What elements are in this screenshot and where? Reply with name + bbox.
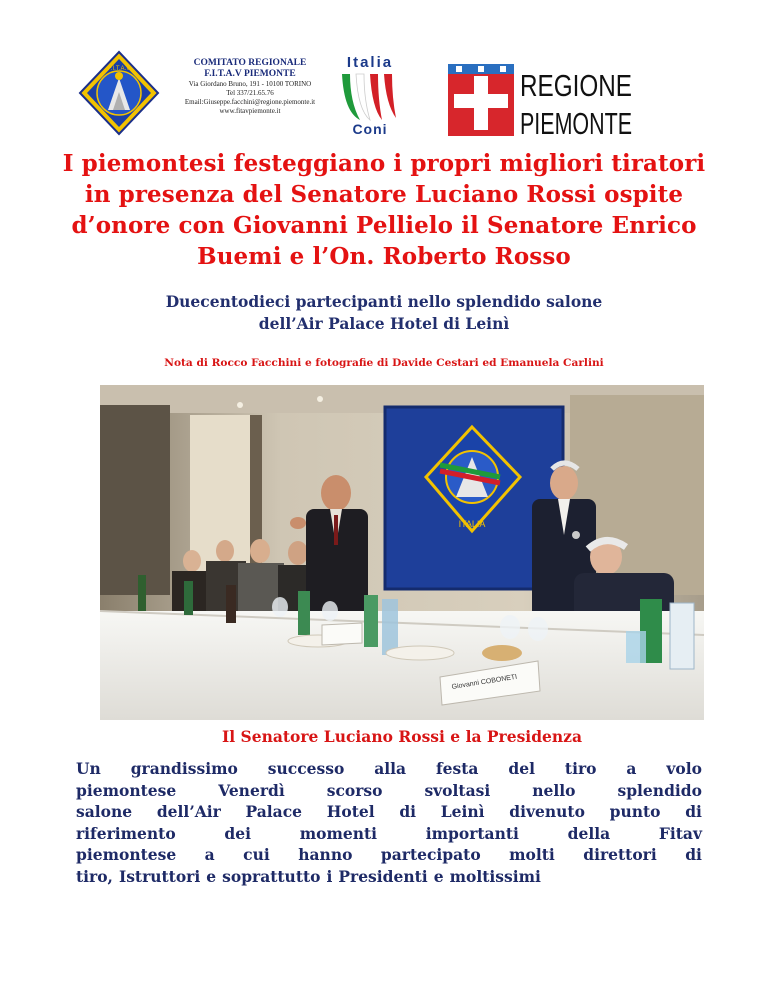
article-subtitle — [80, 291, 688, 335]
article-credit: Nota di Rocco Facchini e fotografie di Davide Cestari ed Emanuela Carlini — [164, 357, 604, 369]
regione-logo-line1: REGIONE — [520, 68, 632, 103]
fitav-emblem-logo — [78, 50, 160, 136]
fitav-address-block — [170, 58, 330, 116]
body-word: tiro — [564, 759, 597, 778]
body-word: a — [204, 845, 215, 864]
body-word: nello — [532, 780, 576, 800]
fitav-phone: Tel 337/21.65.76 — [226, 89, 274, 97]
body-word: punto — [609, 802, 661, 821]
body-word: dell’Air — [156, 802, 221, 821]
body-word: direttori — [583, 845, 657, 864]
body-word: a — [626, 759, 637, 778]
body-line — [76, 823, 702, 845]
fitav-emblem-text: F.I.T.A.V — [107, 66, 131, 72]
body-word: importanti — [425, 823, 519, 843]
body-word: salone — [76, 802, 133, 821]
fitav-email: Email:Giuseppe.facchini@regione.piemonte.it — [184, 98, 316, 106]
article-subtitle-line-2: dell’Air Palace Hotel di Leinì — [258, 314, 510, 333]
body-word: Leinì — [440, 802, 485, 821]
body-word: di — [685, 802, 702, 821]
photo-banner-text: ITALIA — [458, 519, 486, 529]
article-body — [76, 758, 702, 887]
placecard-text: Giovanni COBONETI — [451, 673, 518, 691]
body-word: splendido — [617, 780, 702, 800]
body-word: dei — [224, 823, 251, 843]
body-word: i — [326, 866, 333, 886]
body-word: piemontese — [76, 780, 177, 800]
body-word: Palace — [245, 802, 303, 821]
body-line — [76, 801, 702, 823]
body-word: grandissimo — [130, 759, 238, 778]
body-line — [76, 844, 702, 866]
coni-logo — [330, 52, 410, 138]
fitav-committee-name: COMITATO REGIONALE — [193, 58, 307, 68]
body-word: Un — [76, 759, 101, 778]
coni-logo-top-text: Italia — [346, 54, 394, 71]
regione-piemonte-logo — [448, 62, 634, 141]
article-subtitle-line-1: Duecentodieci partecipanti nello splendido salone — [165, 292, 603, 311]
body-word: di — [399, 802, 417, 821]
body-word: successo — [267, 759, 345, 778]
body-word: alla — [374, 759, 407, 778]
body-word: di — [685, 845, 702, 864]
coni-logo-bottom-text: Coni — [352, 121, 388, 137]
body-word: momenti — [299, 823, 378, 843]
event-photo — [100, 385, 704, 720]
body-line — [76, 758, 702, 780]
body-word: Istruttori — [118, 866, 201, 886]
body-word: e — [206, 866, 217, 886]
body-word: Hotel — [326, 802, 375, 821]
body-word: molti — [509, 845, 555, 864]
body-word: della — [567, 823, 611, 843]
body-line — [76, 780, 702, 802]
body-word: divenuto — [509, 802, 585, 821]
body-word: piemontese — [76, 845, 177, 864]
fitav-address: Via Giordano Bruno, 191 - 10100 TORINO — [188, 80, 312, 88]
body-word: Venerdì — [218, 780, 285, 800]
body-word: volo — [666, 759, 702, 778]
body-line — [76, 866, 702, 888]
body-word: riferimento — [76, 823, 176, 843]
body-word: cui — [243, 845, 270, 864]
photo-caption: Il Senatore Luciano Rossi e la Presidenza — [221, 727, 583, 746]
body-word: svoltasi — [424, 780, 491, 800]
regione-logo-line2: PIEMONTE — [520, 106, 632, 141]
body-word: tiro, — [76, 866, 113, 886]
body-word: Presidenti — [338, 866, 428, 886]
body-word: moltissimi — [449, 866, 541, 886]
article-title: I piemontesi festeggiano i propri migliori tiratori in presenza del Senatore Luciano Rossi ospite d’onore con Giovanni Pellielo il Senatore Enrico Buemi e l’On. Roberto Rosso — [62, 150, 706, 270]
body-word: soprattutto — [222, 866, 321, 886]
fitav-region: F.I.T.A.V PIEMONTE — [204, 69, 296, 79]
body-word: Fitav — [658, 823, 702, 843]
fitav-website: www.fitavpiemonte.it — [219, 107, 281, 115]
body-word: hanno — [298, 845, 353, 864]
body-word: festa — [436, 759, 479, 778]
body-word: scorso — [326, 780, 383, 800]
body-word: del — [508, 759, 535, 778]
body-word: partecipato — [380, 845, 481, 864]
body-word: e — [433, 866, 444, 886]
